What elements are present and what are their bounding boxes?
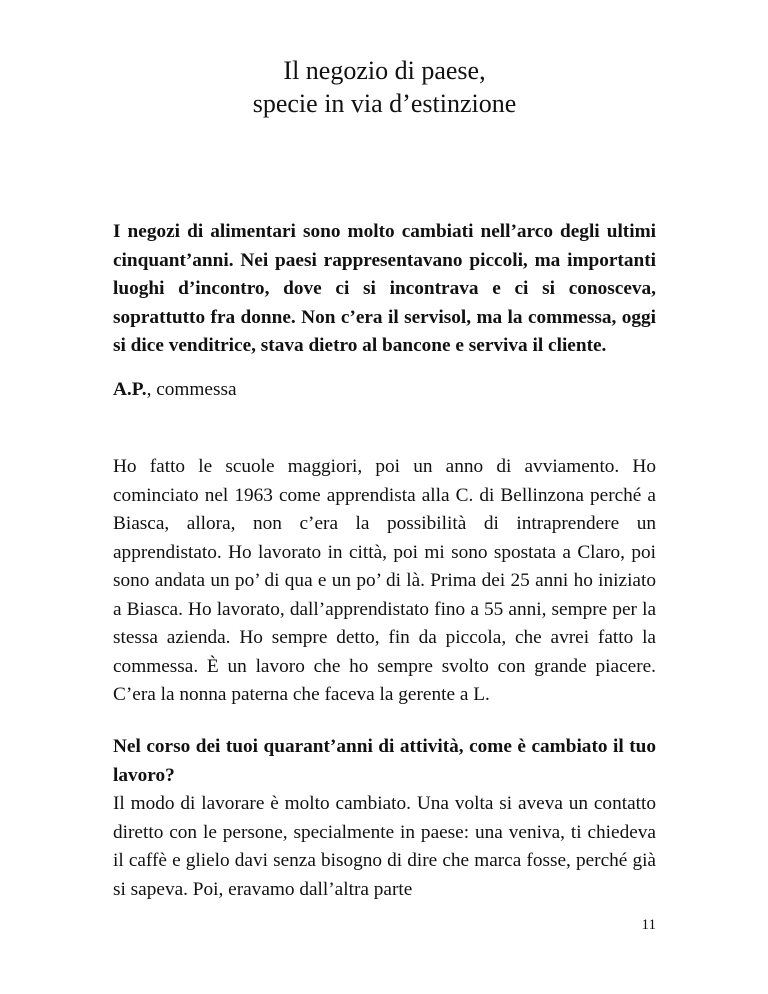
answer-paragraph-2: Il modo di lavorare è molto cambiato. Una volta si aveva un contatto diretto con le persone, specialmente in paese: una veniva, ti chiedeva il caffè e glielo davi senza bisogno di dire che marca fosse, perché già si sapeva. Poi, eravamo dall’altra parte: [113, 793, 656, 900]
chapter-title: [113, 54, 656, 120]
book-page: [113, 0, 656, 994]
page-number: 11: [641, 917, 656, 933]
intro-paragraph: I negozi di alimentari sono molto cambiati nell’arco degli ultimi cinquant’anni. Nei paesi rappresentavano piccoli, ma importanti luoghi d’incontro, dove ci si incontrava e ci si conosceva, soprattutto fra donne. Non c’era il servisol, ma la commessa, oggi si dice venditrice, stava dietro al bancone e serviva il cliente.: [113, 221, 656, 356]
interview-question: Nel corso dei tuoi quarant’anni di attività, come è cambiato il tuo lavoro?: [113, 736, 656, 786]
chapter-title-line-1: Il negozio di paese,: [283, 56, 486, 85]
interviewee-name: A.P.: [113, 379, 147, 400]
answer-paragraph-1: Ho fatto le scuole maggiori, poi un anno di avviamento. Ho cominciato nel 1963 come apprendista alla C. di Bellinzona perché a Biasca, allora, non c’era la possibilità di intraprendere un apprendistato. Ho lavorato in città, poi mi sono spostata a Claro, poi sono andata un po’ di qua e un po’ di là. Prima dei 25 anni ho iniziato a Biasca. Ho lavorato, dall’apprendistato fino a 55 anni, sempre per la stessa azienda. Ho sempre detto, fin da piccola, che avrei fatto la commessa. È un lavoro che ho sempre svolto con grande piacere. C’era la nonna paterna che faceva la gerente a L.: [113, 456, 656, 705]
chapter-title-line-2: specie in via d’estinzione: [252, 89, 517, 118]
interviewee-role: , commessa: [146, 379, 237, 400]
interviewee-attribution: [113, 376, 656, 405]
